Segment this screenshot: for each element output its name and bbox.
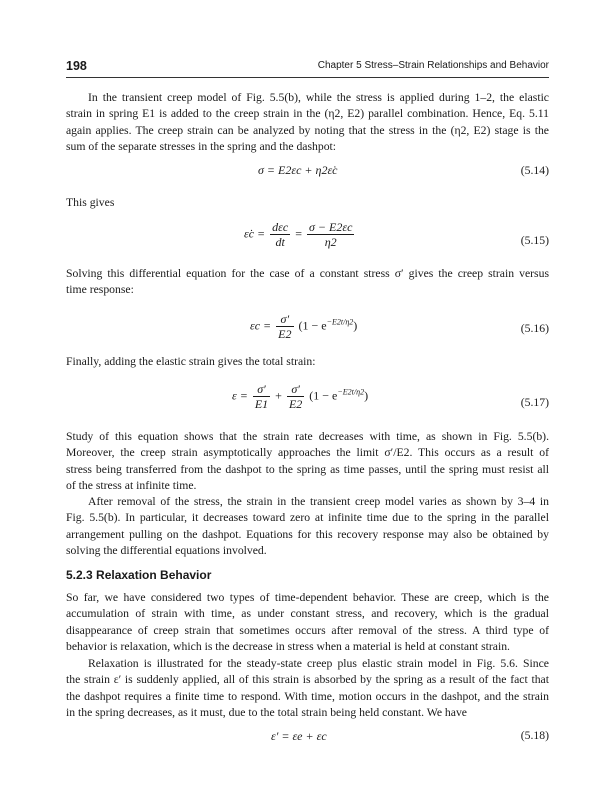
denominator: E2: [278, 327, 292, 341]
text-line: disappearance of creep strain that sometimes occurs after removal of the stress. A third type of: [66, 623, 549, 637]
equation-body: ε′ = εe + εc: [271, 729, 327, 743]
numerator: σ′: [253, 382, 270, 397]
text-line: So far, we have considered two types of time-dependent behavior. These are creep, which is the: [66, 591, 549, 604]
text-line: strain in spring E1 is added to the creep strain in the (η2, E2) parallel combination. Hence, Eq. 5.11: [66, 107, 549, 121]
paragraph-time-dependent: [66, 590, 549, 655]
closing-paren: ): [353, 318, 358, 333]
equation-number: (5.14): [520, 164, 549, 177]
text-line: Solving this differential equation for the case of a constant stress σ′ gives the creep strain versus: [66, 267, 549, 280]
fraction: [253, 382, 270, 411]
text-this-gives: [66, 195, 114, 211]
text-line: behavior is relaxation, which is the decrease in stress when a material is held at constant strain.: [66, 639, 510, 653]
text-line: accumulation of strain with time, as under constant stress, and recovery, which is the gradual: [66, 607, 549, 621]
equation-5-16: [250, 312, 357, 341]
equation-5-15: [244, 220, 356, 249]
text-line: Relaxation is illustrated for the steady-state creep plus elastic strain model in Fig. 5.6. Since: [88, 657, 549, 670]
text-line: stress being transferred from the dashpot to the spring as time passes, until the spring must resist all: [66, 462, 549, 476]
exponent: −E2t/η2: [326, 317, 354, 327]
header-rule: [66, 77, 549, 78]
equation-5-17: [232, 382, 368, 411]
equation-number: (5.18): [520, 729, 549, 742]
equation-5-18: [271, 729, 327, 744]
text-line: sum of the separate stresses in the spring and the dashpot:: [66, 139, 337, 153]
text-line: Fig. 5.5(b). In particular, it decreases toward zero at infinite time due to the spring in the parallel: [66, 511, 549, 525]
equation-lhs: εc =: [250, 318, 272, 333]
equation-body: σ = E2εc + η2ε̇c: [258, 163, 338, 177]
denominator: E2: [288, 397, 303, 411]
equation-term: (1 − e: [309, 388, 338, 403]
paragraph-recovery: [66, 494, 549, 559]
denominator: η2: [324, 235, 337, 249]
fraction: [270, 220, 290, 249]
paragraph-relaxation: [66, 656, 549, 721]
text-line: in the spring decreases, as it must, due to the total strain being held constant. We have: [66, 705, 467, 719]
equation-number: (5.16): [520, 322, 549, 335]
numerator: σ′: [276, 312, 293, 327]
numerator: σ − E2εc: [309, 220, 353, 234]
equation-lhs: ε =: [232, 388, 248, 403]
plus-sign: +: [275, 388, 282, 403]
denominator: dt: [275, 235, 285, 249]
text-line: Moreover, the creep strain asymptotically approaches the limit σ′/E2. This occurs as a result of: [66, 446, 549, 460]
text-line: again applies. The creep strain can be analyzed by noting that the stress in the (η2, E2) stage is the: [66, 123, 549, 137]
text-line: of the stress at infinite time.: [66, 478, 197, 492]
equation-number: (5.15): [520, 234, 549, 247]
text-line: time response:: [66, 283, 134, 297]
equation-5-14: [258, 163, 338, 178]
denominator: E1: [254, 397, 269, 411]
text-line: Finally, adding the elastic strain gives the total strain:: [66, 355, 316, 368]
equation-number: (5.17): [520, 396, 549, 409]
paragraph-transient-creep: [66, 90, 549, 155]
running-header: [66, 59, 549, 75]
text-line: Study of this equation shows that the strain rate decreases with time, as shown in Fig. 5.5(b).: [66, 430, 549, 443]
text-line: After removal of the stress, the strain in the transient creep model varies as shown by 3–4 in: [88, 495, 549, 508]
text-line: This gives: [66, 196, 115, 209]
exponent: −E2t/η2: [337, 387, 365, 397]
running-title: Chapter 5 Stress–Strain Relationships and Behavior: [317, 60, 549, 71]
paragraph-constant-stress: [66, 266, 549, 299]
text-line: the strain ε′ is suddenly applied, all of this strain is absorbed by the spring as a result of the fact that: [66, 673, 549, 687]
paragraph-strain-rate: [66, 429, 549, 494]
fraction: [276, 312, 293, 341]
fraction: [307, 220, 354, 249]
equation-term: (1 − e: [298, 318, 327, 333]
equation-lhs: ε̇c =: [244, 226, 266, 241]
text-line: the dashpot requires a finite time to respond. With time, motion occurs in the dashpot, and the strain: [66, 689, 549, 703]
numerator: dεc: [272, 220, 289, 234]
text-finally: [66, 354, 316, 370]
fraction: [287, 382, 304, 411]
page-number: 198: [66, 59, 87, 73]
text-line: solving the differential equations involved.: [66, 543, 267, 557]
section-heading: 5.2.3 Relaxation Behavior: [66, 568, 212, 582]
closing-paren: ): [364, 388, 369, 403]
text-line: arrangement pulling on the dashpot. Equations for this recovery response may also be obtained by: [66, 527, 549, 541]
equals-sign: =: [295, 226, 302, 241]
numerator: σ′: [287, 382, 304, 397]
text-line: In the transient creep model of Fig. 5.5(b), while the stress is applied during 1–2, the elastic: [88, 91, 549, 104]
